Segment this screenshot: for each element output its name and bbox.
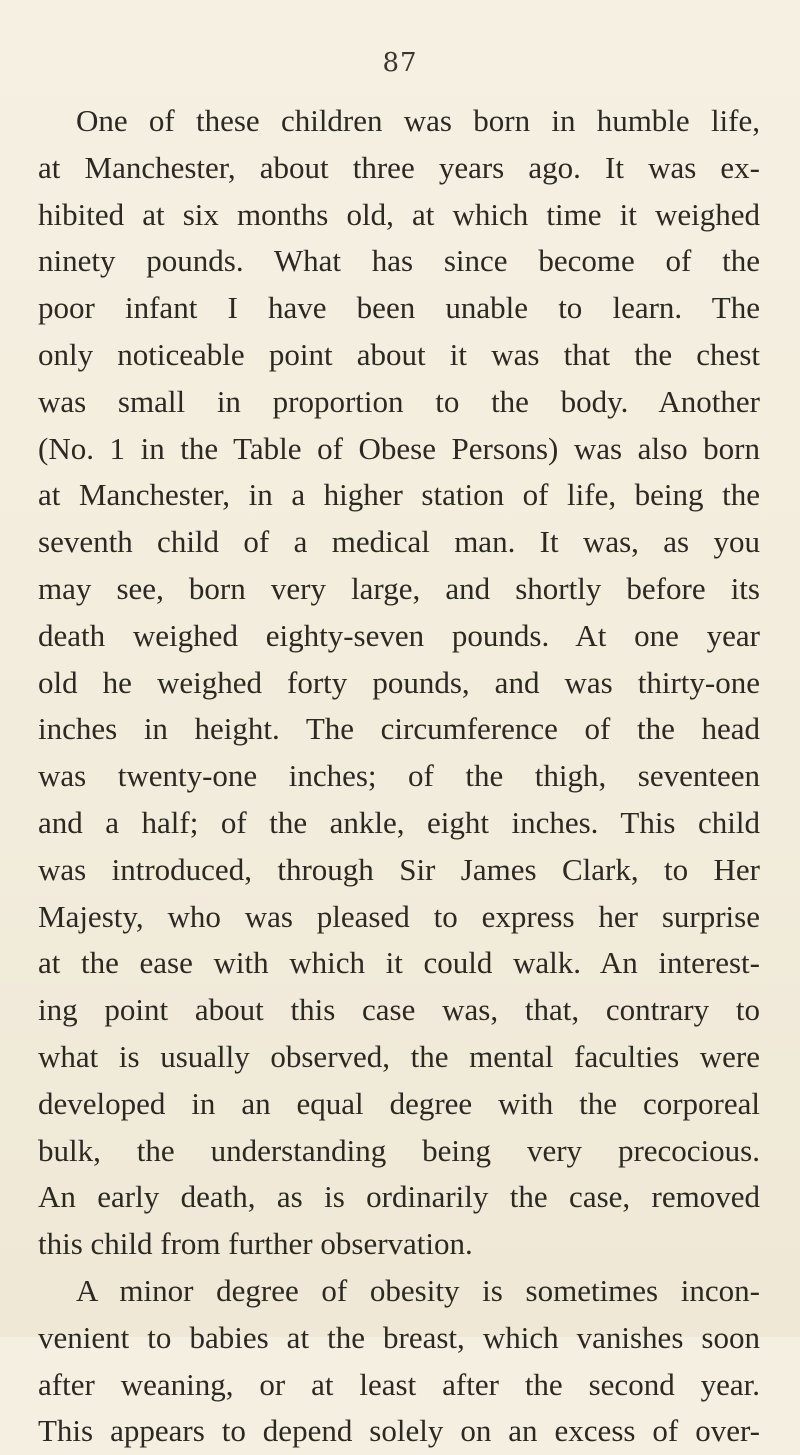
text-line: (No. 1 in the Table of Obese Persons) was also born bbox=[38, 430, 760, 466]
text-line: A minor degree of obesity is sometimes incon- bbox=[76, 1272, 760, 1308]
text-line: was twenty-one inches; of the thigh, seventeen bbox=[38, 758, 760, 794]
text-line: One of these children was born in humble life, bbox=[76, 103, 760, 138]
text-line: only noticeable point about it was that the chest bbox=[38, 336, 760, 372]
text-line: was small in proportion to the body. Another bbox=[38, 383, 760, 419]
text-line: hibited at six months old, at which time it weighed bbox=[38, 196, 760, 232]
text-line: this child from further observation. bbox=[38, 1226, 473, 1262]
page-number: 87 bbox=[382, 48, 418, 78]
text-line: venient to babies at the breast, which vanishes soon bbox=[38, 1319, 760, 1355]
text-line: ing point about this case was, that, contrary to bbox=[38, 992, 760, 1028]
text-line: at the ease with which it could walk. An interest- bbox=[38, 945, 760, 981]
text-line: death weighed eighty-seven pounds. At one year bbox=[38, 617, 760, 653]
text-line: developed in an equal degree with the corporeal bbox=[38, 1085, 760, 1121]
text-line: was introduced, through Sir James Clark, to Her bbox=[38, 851, 760, 887]
text-line: old he weighed forty pounds, and was thirty-one bbox=[38, 664, 760, 700]
text-line: Majesty, who was pleased to express her surprise bbox=[38, 898, 760, 934]
text-line: at Manchester, about three years ago. It was ex- bbox=[38, 149, 760, 185]
text-line: at Manchester, in a higher station of life, being the bbox=[38, 477, 760, 513]
text-line: what is usually observed, the mental faculties were bbox=[38, 1038, 760, 1074]
text-line: seventh child of a medical man. It was, as you bbox=[38, 524, 760, 560]
body-text bbox=[38, 98, 760, 1455]
text-line: may see, born very large, and shortly before its bbox=[38, 570, 760, 606]
text-line: ninety pounds. What has since become of the bbox=[38, 243, 760, 279]
text-line: This appears to depend solely on an excess of over- bbox=[38, 1413, 760, 1449]
text-line: An early death, as is ordinarily the case, removed bbox=[38, 1179, 760, 1215]
text-line: after weaning, or at least after the second year. bbox=[38, 1366, 760, 1402]
text-line: bulk, the understanding being very precocious. bbox=[38, 1132, 760, 1168]
text-line: and a half; of the ankle, eight inches. This child bbox=[38, 804, 760, 840]
text-line: poor infant I have been unable to learn. The bbox=[38, 290, 760, 326]
text-line: inches in height. The circumference of the head bbox=[38, 711, 760, 747]
